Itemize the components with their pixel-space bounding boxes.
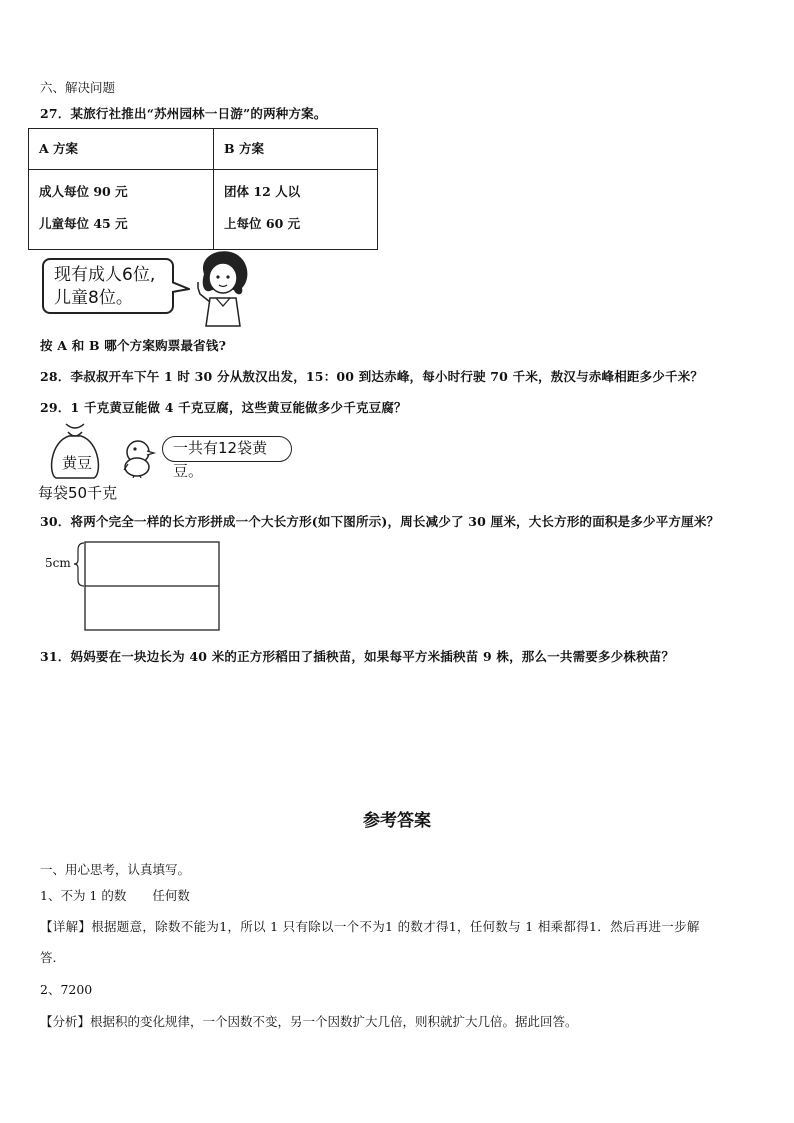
bubble-line1: 现有成人6位, bbox=[54, 265, 156, 285]
girl-illustration-icon bbox=[192, 248, 254, 328]
plans-table bbox=[28, 128, 378, 250]
answer-title: 参考答案 bbox=[363, 811, 431, 831]
plan-b-line1: 团体 12 人以 bbox=[224, 184, 301, 199]
speech-bubble bbox=[42, 258, 174, 314]
bird-speech: 一共有12袋黄豆。 bbox=[162, 436, 292, 462]
question-29: 29．1 千克黄豆能做 4 千克豆腐，这些黄豆能做多少千克豆腐？ bbox=[40, 400, 407, 415]
answer-1-part2: 任何数 bbox=[152, 888, 190, 903]
answer-1-part1: 不为 1 的数 bbox=[60, 888, 127, 903]
answer-1-detail-line1: 【详解】根据题意，除数不能为1，所以 1 只有除以一个不为1 的数才得1，任何数与 1 相乘都得1．然后再进一步解 bbox=[40, 919, 700, 934]
bubble-line2: 儿童8位。 bbox=[54, 288, 133, 308]
bag-label: 黄豆 bbox=[62, 454, 93, 472]
section-heading: 六、解决问题 bbox=[40, 80, 116, 95]
answer-1 bbox=[40, 886, 190, 904]
dimension-label: 5cm bbox=[45, 556, 71, 570]
plan-a-line2: 儿童每位 45 元 bbox=[39, 216, 128, 231]
question-27: 27．某旅行社推出“苏州园林一日游”的两种方案。 bbox=[40, 106, 327, 121]
answer-1-number: 1、 bbox=[40, 888, 61, 903]
question-27-ask: 按 A 和 B 哪个方案购票最省钱? bbox=[40, 338, 227, 353]
plan-a-header: A 方案 bbox=[29, 129, 214, 170]
question-31: 31．妈妈要在一块边长为 40 米的正方形稻田了插秧苗，如果每平方米插秧苗 9 株，那么一共需要多少株秧苗？ bbox=[40, 649, 675, 664]
plan-b-cell bbox=[214, 170, 378, 250]
bubble-tail bbox=[172, 280, 190, 294]
bag-caption: 每袋50千克 bbox=[38, 484, 118, 502]
plan-a-line1: 成人每位 90 元 bbox=[39, 184, 128, 199]
dimension-brace bbox=[74, 543, 84, 586]
answer-2-analysis: 【分析】根据积的变化规律，一个因数不变，另一个因数扩大几倍，则积就扩大几倍。据此回答。 bbox=[40, 1014, 578, 1029]
answer-2: 2、7200 bbox=[40, 982, 93, 997]
bird-icon bbox=[118, 436, 158, 478]
rectangle-diagram bbox=[44, 540, 224, 634]
question-30: 30．将两个完全一样的长方形拼成一个大长方形(如下图所示)，周长减少了 30 厘米，大长方形的面积是多少平方厘米？ bbox=[40, 514, 720, 529]
plan-b-header: B 方案 bbox=[214, 129, 378, 170]
answer-1-detail-line2: 答. bbox=[40, 950, 57, 965]
question-28: 28．李叔叔开车下午 1 时 30 分从敖汉出发，15：00 到达赤峰，每小时行驶 70 千米，敖汉与赤峰相距多少千米？ bbox=[40, 369, 704, 384]
answer-section-heading: 一、用心思考，认真填写。 bbox=[40, 862, 191, 877]
plan-a-cell bbox=[29, 170, 214, 250]
plan-b-line2: 上每位 60 元 bbox=[224, 216, 301, 231]
